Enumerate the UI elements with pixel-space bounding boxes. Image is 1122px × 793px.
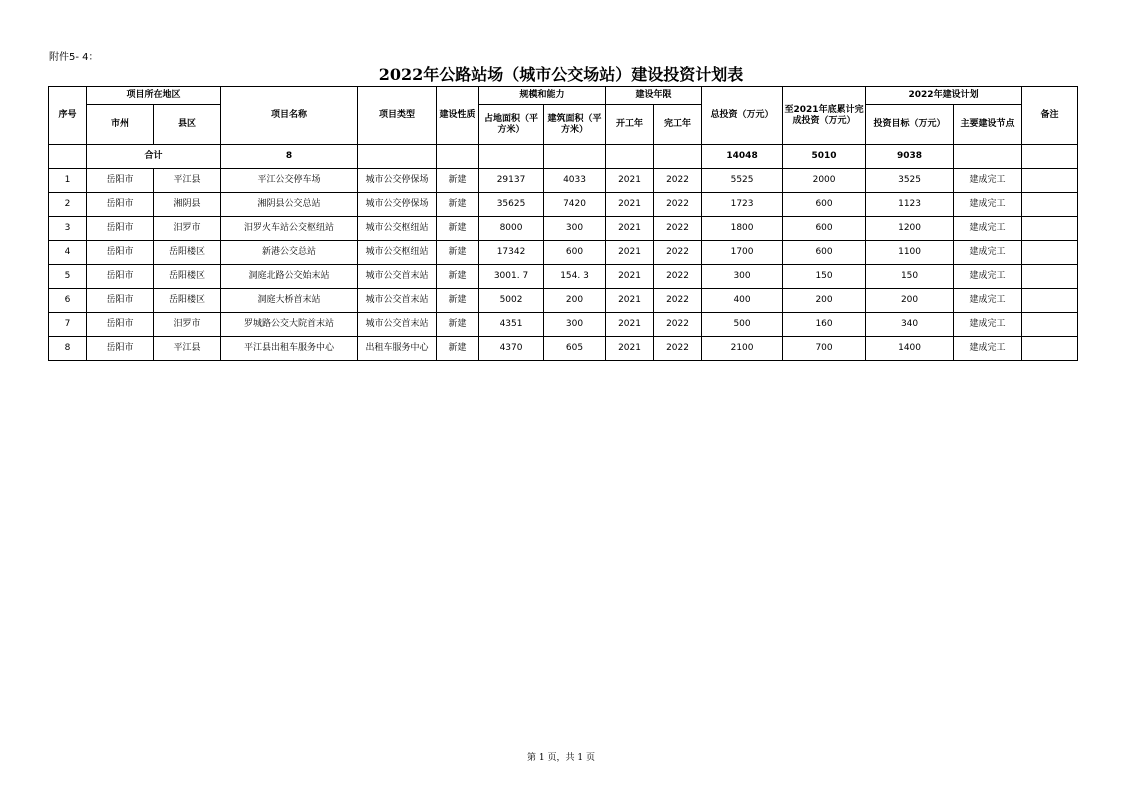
cell-invest-target: 1400 <box>866 337 954 361</box>
table-row <box>49 337 1078 361</box>
cell-project-name: 罗城路公交大院首末站 <box>221 313 358 337</box>
cell-city: 岳阳市 <box>87 289 154 313</box>
total-target-sum: 9038 <box>866 145 954 169</box>
total-invest-sum: 14048 <box>702 145 783 169</box>
cell-main-node: 建成完工 <box>954 313 1022 337</box>
cell-city: 岳阳市 <box>87 313 154 337</box>
cell-total-invest: 1800 <box>702 217 783 241</box>
cell-total-invest: 1700 <box>702 241 783 265</box>
cell-total-invest: 500 <box>702 313 783 337</box>
cell-county: 平江县 <box>154 337 221 361</box>
cell-remark <box>1022 241 1078 265</box>
cell-cumulative-invest: 150 <box>783 265 866 289</box>
cell-county: 湘阴县 <box>154 193 221 217</box>
cell-county: 岳阳楼区 <box>154 265 221 289</box>
cell-floor-area: 605 <box>544 337 606 361</box>
cell-floor-area: 154. 3 <box>544 265 606 289</box>
cell-remark <box>1022 217 1078 241</box>
cell-project-name: 洞庭大桥首末站 <box>221 289 358 313</box>
cell-project-name: 湘阴县公交总站 <box>221 193 358 217</box>
cell-invest-target: 340 <box>866 313 954 337</box>
cell-cumulative-invest: 160 <box>783 313 866 337</box>
cell-floor-area: 300 <box>544 313 606 337</box>
cell-cumulative-invest: 200 <box>783 289 866 313</box>
cell-seq: 1 <box>49 169 87 193</box>
header-county: 县区 <box>154 105 221 145</box>
header-floor-area: 建筑面积（平方米） <box>544 105 606 145</box>
cell-county: 岳阳楼区 <box>154 241 221 265</box>
cell-invest-target: 150 <box>866 265 954 289</box>
cell-remark <box>1022 313 1078 337</box>
total-row <box>49 145 1078 169</box>
cell-main-node: 建成完工 <box>954 241 1022 265</box>
cell-start-year: 2021 <box>606 193 654 217</box>
cell-county: 岳阳楼区 <box>154 289 221 313</box>
cell-project-name: 平江公交停车场 <box>221 169 358 193</box>
cell-project-name: 平江县出租车服务中心 <box>221 337 358 361</box>
cell-floor-area: 200 <box>544 289 606 313</box>
cell-seq: 7 <box>49 313 87 337</box>
cell-project-type: 城市公交枢纽站 <box>358 217 437 241</box>
table-row <box>49 265 1078 289</box>
cell-floor-area: 4033 <box>544 169 606 193</box>
cell-project-type: 城市公交停保场 <box>358 193 437 217</box>
total-label: 合计 <box>87 145 221 169</box>
cell-seq: 2 <box>49 193 87 217</box>
header-scale: 规模和能力 <box>479 87 606 105</box>
header-remark: 备注 <box>1022 87 1078 145</box>
attachment-label: 附件5- 4： <box>49 52 99 63</box>
cell-end-year: 2022 <box>654 241 702 265</box>
cell-project-type: 城市公交首末站 <box>358 265 437 289</box>
cell-total-invest: 400 <box>702 289 783 313</box>
total-cumulative-sum: 5010 <box>783 145 866 169</box>
header-project-type: 项目类型 <box>358 87 437 145</box>
cell-main-node: 建成完工 <box>954 337 1022 361</box>
header-total-invest: 总投资（万元） <box>702 87 783 145</box>
table-row <box>49 217 1078 241</box>
header-land-area: 占地面积（平方米） <box>479 105 544 145</box>
cell-seq: 6 <box>49 289 87 313</box>
cell-total-invest: 2100 <box>702 337 783 361</box>
cell-invest-target: 200 <box>866 289 954 313</box>
header-plan-2022: 2022年建设计划 <box>866 87 1022 105</box>
cell-land-area: 3001. 7 <box>479 265 544 289</box>
cell-main-node: 建成完工 <box>954 265 1022 289</box>
cell-nature: 新建 <box>437 265 479 289</box>
page-footer: 第 1 页，共 1 页 <box>527 753 595 763</box>
cell-cumulative-invest: 2000 <box>783 169 866 193</box>
cell-city: 岳阳市 <box>87 169 154 193</box>
cell-main-node: 建成完工 <box>954 193 1022 217</box>
cell-end-year: 2022 <box>654 289 702 313</box>
header-invest-target: 投资目标（万元） <box>866 105 954 145</box>
cell-total-invest: 1723 <box>702 193 783 217</box>
table-row <box>49 241 1078 265</box>
cell-land-area: 8000 <box>479 217 544 241</box>
total-count: 8 <box>221 145 358 169</box>
cell-main-node: 建成完工 <box>954 169 1022 193</box>
cell-land-area: 35625 <box>479 193 544 217</box>
cell-city: 岳阳市 <box>87 217 154 241</box>
cell-start-year: 2021 <box>606 289 654 313</box>
cell-land-area: 4351 <box>479 313 544 337</box>
cell-remark <box>1022 289 1078 313</box>
cell-cumulative-invest: 600 <box>783 241 866 265</box>
header-seq: 序号 <box>49 87 87 145</box>
table-row <box>49 289 1078 313</box>
cell-project-name: 汨罗火车站公交枢纽站 <box>221 217 358 241</box>
cell-land-area: 29137 <box>479 169 544 193</box>
cell-seq: 5 <box>49 265 87 289</box>
total-seq <box>49 145 87 169</box>
cell-invest-target: 1123 <box>866 193 954 217</box>
cell-end-year: 2022 <box>654 265 702 289</box>
cell-total-invest: 300 <box>702 265 783 289</box>
cell-nature: 新建 <box>437 313 479 337</box>
cell-floor-area: 300 <box>544 217 606 241</box>
cell-invest-target: 3525 <box>866 169 954 193</box>
header-build-nature: 建设性质 <box>437 87 479 145</box>
cell-nature: 新建 <box>437 217 479 241</box>
cell-nature: 新建 <box>437 169 479 193</box>
cell-end-year: 2022 <box>654 193 702 217</box>
cell-seq: 8 <box>49 337 87 361</box>
cell-invest-target: 1100 <box>866 241 954 265</box>
cell-start-year: 2021 <box>606 337 654 361</box>
cell-seq: 3 <box>49 217 87 241</box>
cell-start-year: 2021 <box>606 241 654 265</box>
header-end-year: 完工年 <box>654 105 702 145</box>
table-row <box>49 169 1078 193</box>
cell-project-type: 城市公交首末站 <box>358 313 437 337</box>
table-row <box>49 193 1078 217</box>
cell-total-invest: 5525 <box>702 169 783 193</box>
cell-land-area: 17342 <box>479 241 544 265</box>
header-cumulative-invest: 至2021年底累计完成投资（万元） <box>783 87 866 145</box>
cell-end-year: 2022 <box>654 169 702 193</box>
cell-project-name: 洞庭北路公交始末站 <box>221 265 358 289</box>
cell-project-type: 城市公交停保场 <box>358 169 437 193</box>
cell-floor-area: 7420 <box>544 193 606 217</box>
cell-remark <box>1022 169 1078 193</box>
cell-land-area: 5002 <box>479 289 544 313</box>
cell-project-type: 出租车服务中心 <box>358 337 437 361</box>
cell-main-node: 建成完工 <box>954 289 1022 313</box>
cell-project-type: 城市公交首末站 <box>358 289 437 313</box>
header-start-year: 开工年 <box>606 105 654 145</box>
cell-main-node: 建成完工 <box>954 217 1022 241</box>
header-city: 市州 <box>87 105 154 145</box>
cell-nature: 新建 <box>437 193 479 217</box>
cell-end-year: 2022 <box>654 313 702 337</box>
page-title: 2022年公路站场（城市公交场站）建设投资计划表 <box>378 65 744 84</box>
cell-nature: 新建 <box>437 337 479 361</box>
cell-cumulative-invest: 600 <box>783 193 866 217</box>
cell-city: 岳阳市 <box>87 265 154 289</box>
header-period: 建设年限 <box>606 87 702 105</box>
cell-cumulative-invest: 700 <box>783 337 866 361</box>
cell-county: 汨罗市 <box>154 217 221 241</box>
cell-invest-target: 1200 <box>866 217 954 241</box>
header-main-node: 主要建设节点 <box>954 105 1022 145</box>
cell-nature: 新建 <box>437 241 479 265</box>
cell-city: 岳阳市 <box>87 193 154 217</box>
cell-city: 岳阳市 <box>87 241 154 265</box>
cell-end-year: 2022 <box>654 337 702 361</box>
cell-cumulative-invest: 600 <box>783 217 866 241</box>
cell-remark <box>1022 265 1078 289</box>
cell-seq: 4 <box>49 241 87 265</box>
cell-county: 汨罗市 <box>154 313 221 337</box>
cell-start-year: 2021 <box>606 265 654 289</box>
header-region: 项目所在地区 <box>87 87 221 105</box>
table-row <box>49 313 1078 337</box>
cell-start-year: 2021 <box>606 169 654 193</box>
cell-land-area: 4370 <box>479 337 544 361</box>
cell-floor-area: 600 <box>544 241 606 265</box>
cell-project-type: 城市公交枢纽站 <box>358 241 437 265</box>
cell-start-year: 2021 <box>606 313 654 337</box>
cell-county: 平江县 <box>154 169 221 193</box>
cell-nature: 新建 <box>437 289 479 313</box>
cell-remark <box>1022 193 1078 217</box>
cell-start-year: 2021 <box>606 217 654 241</box>
investment-plan-table <box>48 86 1078 361</box>
cell-remark <box>1022 337 1078 361</box>
cell-city: 岳阳市 <box>87 337 154 361</box>
cell-end-year: 2022 <box>654 217 702 241</box>
cell-project-name: 新港公交总站 <box>221 241 358 265</box>
header-project-name: 项目名称 <box>221 87 358 145</box>
